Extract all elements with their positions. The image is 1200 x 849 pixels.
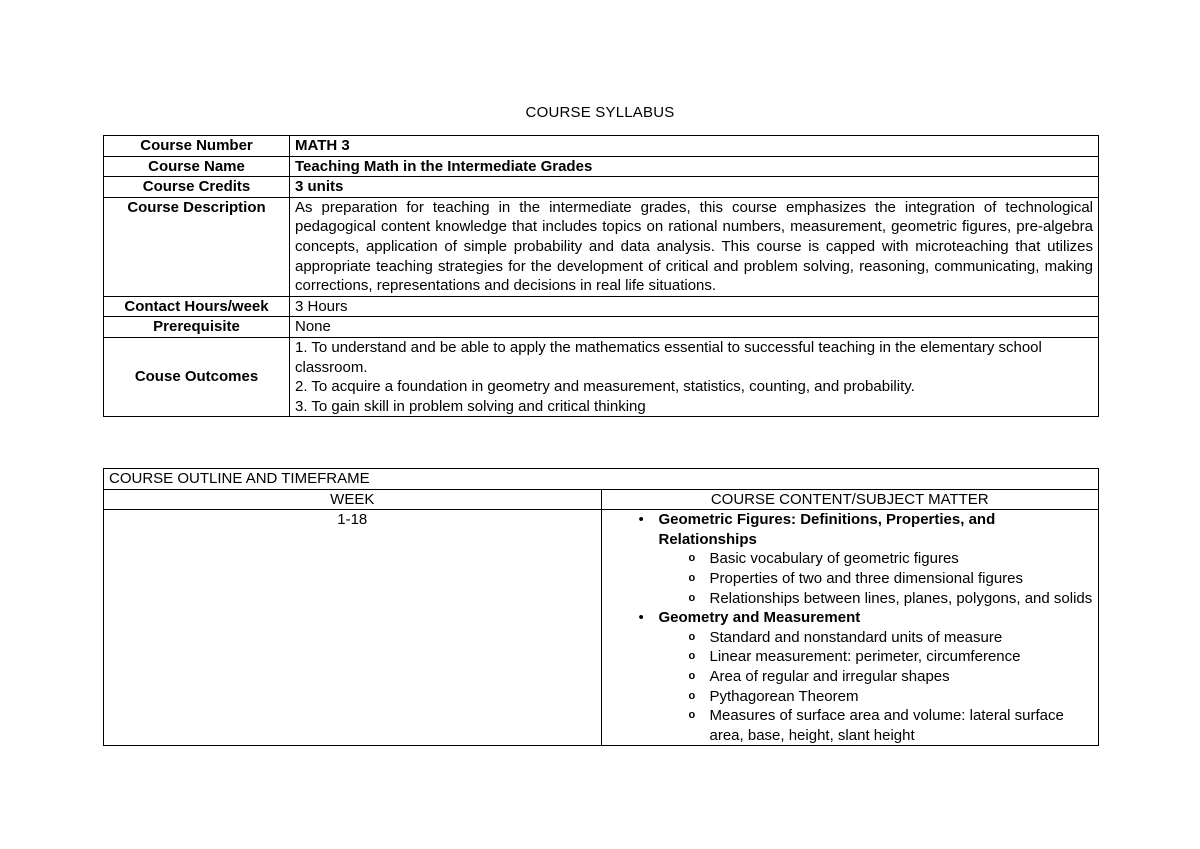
circle-bullet-icon: o xyxy=(688,650,696,663)
contact-hours-value: 3 Hours xyxy=(290,296,1099,317)
table-row xyxy=(104,136,1099,157)
week-column-header: WEEK xyxy=(104,489,602,510)
contact-hours-label: Contact Hours/week xyxy=(104,296,290,317)
subtopic-list xyxy=(659,628,1094,746)
subtopic-list xyxy=(659,549,1094,608)
list-item xyxy=(607,549,1094,569)
course-number-value: MATH 3 xyxy=(290,136,1099,157)
outline-header: COURSE OUTLINE AND TIMEFRAME xyxy=(104,469,1099,490)
week-cell: 1-18 xyxy=(104,510,602,746)
course-number-label: Course Number xyxy=(104,136,290,157)
table-row xyxy=(104,510,1099,746)
prerequisite-value: None xyxy=(290,317,1099,338)
table-row xyxy=(104,469,1099,490)
subtopic-text: Properties of two and three dimensional figures xyxy=(709,569,1024,587)
course-description-value: As preparation for teaching in the intermediate grades, this course emphasizes the integration of technological pedagogical content knowledge that includes topics on rational numbers, measurement, geometric figures, pre-algebra concepts, application of simple probability and data analysis. This course is capped with microteaching that utilizes appropriate teaching strategies for the development of critical and problem solving, reasoning, communicating, making corrections, representations and decisions in real life situations. xyxy=(290,197,1099,296)
subtopic-text: Area of regular and irregular shapes xyxy=(709,667,950,685)
course-info-table xyxy=(103,135,1099,417)
course-outcomes-value xyxy=(290,337,1099,416)
topic-title: Geometric Figures: Definitions, Properties, and Relationships xyxy=(658,511,996,548)
list-item xyxy=(607,589,1094,609)
table-row xyxy=(104,177,1099,198)
table-row xyxy=(104,296,1099,317)
course-outcomes-label: Couse Outcomes xyxy=(104,337,290,416)
subtopic-text: Linear measurement: perimeter, circumference xyxy=(709,648,1021,666)
outcome-item: 3. To gain skill in problem solving and critical thinking xyxy=(295,397,646,415)
list-item xyxy=(607,647,1094,667)
list-item xyxy=(607,510,1094,608)
list-item xyxy=(607,608,1094,745)
circle-bullet-icon: o xyxy=(688,689,696,702)
subtopic-text: Pythagorean Theorem xyxy=(709,687,859,705)
table-row xyxy=(104,317,1099,338)
outcome-item: 2. To acquire a foundation in geometry and measurement, statistics, counting, and probability. xyxy=(295,378,915,396)
circle-bullet-icon: o xyxy=(688,571,696,584)
list-item xyxy=(607,687,1094,707)
course-outline-table xyxy=(103,468,1099,746)
topic-list xyxy=(607,510,1094,745)
list-item xyxy=(607,628,1094,648)
subtopic-text: Measures of surface area and volume: lateral surface area, base, height, slant height xyxy=(709,707,1064,744)
table-row xyxy=(104,337,1099,416)
circle-bullet-icon: o xyxy=(688,630,696,643)
list-item xyxy=(607,569,1094,589)
table-row xyxy=(104,489,1099,510)
page-title: COURSE SYLLABUS xyxy=(525,104,675,121)
table-row xyxy=(104,156,1099,177)
subtopic-text: Basic vocabulary of geometric figures xyxy=(709,550,959,568)
bullet-icon: • xyxy=(638,609,644,627)
bullet-icon: • xyxy=(638,511,644,529)
content-column-header: COURSE CONTENT/SUBJECT MATTER xyxy=(601,489,1099,510)
topic-title: Geometry and Measurement xyxy=(658,609,861,627)
course-credits-label: Course Credits xyxy=(104,177,290,198)
list-item xyxy=(607,706,1094,745)
subtopic-text: Relationships between lines, planes, polygons, and solids xyxy=(709,589,1093,607)
circle-bullet-icon: o xyxy=(688,552,696,565)
course-credits-value: 3 units xyxy=(290,177,1099,198)
course-description-label: Course Description xyxy=(104,197,290,296)
circle-bullet-icon: o xyxy=(688,591,696,604)
course-name-label: Course Name xyxy=(104,156,290,177)
circle-bullet-icon: o xyxy=(688,669,696,682)
list-item xyxy=(607,667,1094,687)
circle-bullet-icon: o xyxy=(688,709,696,722)
prerequisite-label: Prerequisite xyxy=(104,317,290,338)
subtopic-text: Standard and nonstandard units of measure xyxy=(709,628,1003,646)
table-row xyxy=(104,197,1099,296)
course-name-value: Teaching Math in the Intermediate Grades xyxy=(290,156,1099,177)
outcome-item: 1. To understand and be able to apply the mathematics essential to successful teaching in the elementary school classroom. xyxy=(295,338,1042,376)
content-cell xyxy=(601,510,1099,746)
